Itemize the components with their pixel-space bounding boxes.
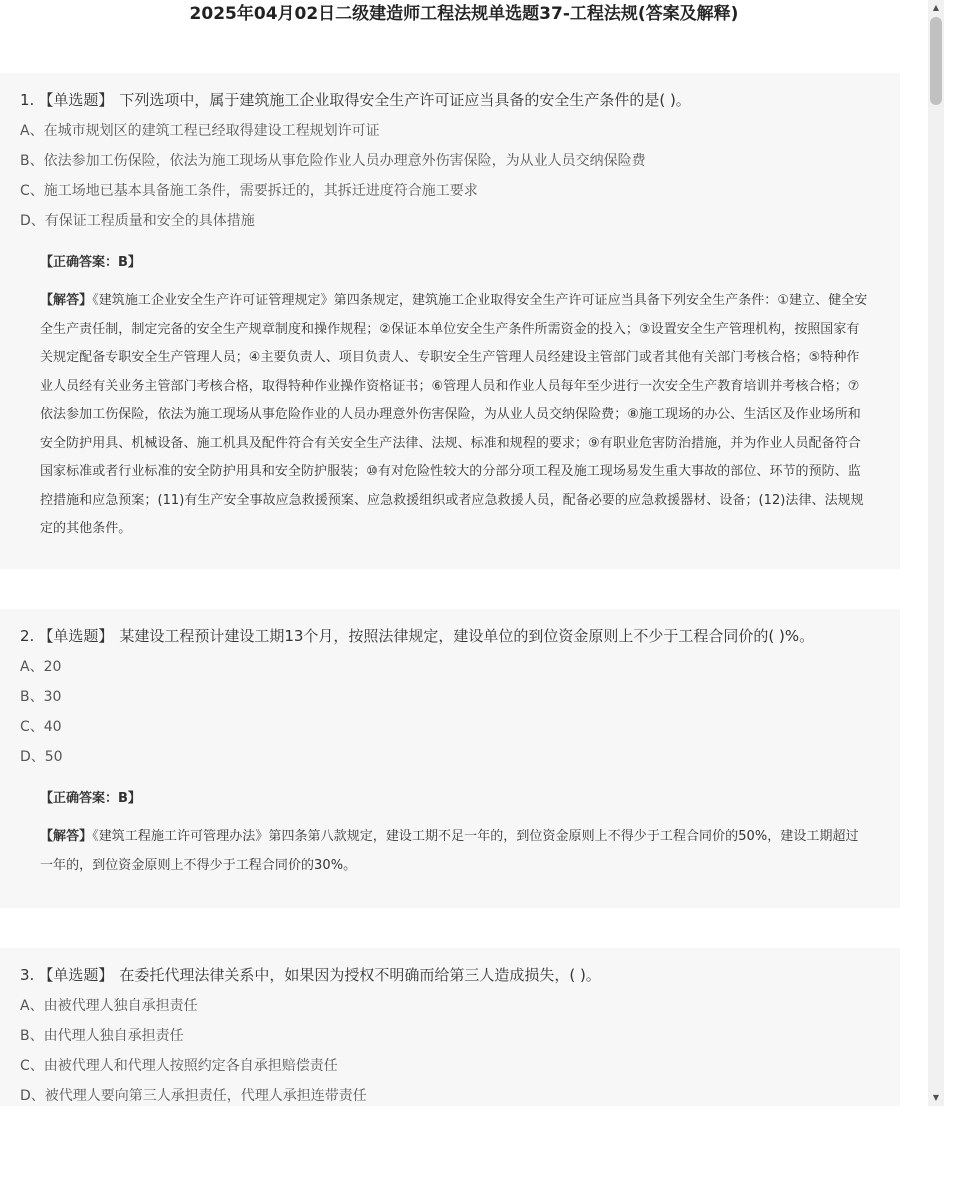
option-c[interactable]: C、施工场地已基本具备施工条件，需要拆迁的，其拆迁进度符合施工要求 xyxy=(20,183,478,199)
option-a[interactable]: A、20 xyxy=(20,659,62,675)
scroll-up-arrow-icon[interactable]: ▲ xyxy=(932,3,940,12)
option-c[interactable]: C、40 xyxy=(20,719,62,735)
explanation-label: 【解答】 xyxy=(40,293,93,308)
question-type: 【单选题】 xyxy=(38,91,114,109)
question-card-2 xyxy=(0,609,900,908)
correct-answer: 【正确答案：B】 xyxy=(40,791,141,806)
answer-block xyxy=(20,253,880,544)
answer-block xyxy=(20,789,880,880)
question-stem xyxy=(20,89,880,111)
question-stem xyxy=(20,964,880,986)
correct-answer: 【正确答案：B】 xyxy=(40,255,141,270)
option-d[interactable]: D、有保证工程质量和安全的具体措施 xyxy=(20,213,255,229)
scroll-down-arrow-icon[interactable]: ▼ xyxy=(932,1093,940,1102)
question-number: 2. xyxy=(20,627,35,645)
question-card-1 xyxy=(0,73,900,569)
question-stem xyxy=(20,625,880,647)
option-c[interactable]: C、由被代理人和代理人按照约定各自承担赔偿责任 xyxy=(20,1058,338,1074)
question-number: 1. xyxy=(20,91,35,109)
question-text: 在委托代理法律关系中，如果因为授权不明确而给第三人造成损失，( )。 xyxy=(119,966,601,984)
scroll-thumb[interactable] xyxy=(930,17,942,105)
option-d[interactable]: D、50 xyxy=(20,749,63,765)
question-card-3 xyxy=(0,948,900,1106)
explanation-text: 《建筑施工企业安全生产许可证管理规定》第四条规定，建筑施工企业取得安全生产许可证应当具备下列安全生产条件：①建立、健全安全生产责任制，制定完备的安全生产规章制度和操作规程；②保证本单位安全生产条件所需资金的投入；③设置安全生产管理机构，按照国家有关规定配备专职安全生产管理人员；④主要负责人、项目负责人、专职安全生产管理人员经建设主管部门或者其他有关部门考核合格；⑤特种作业人员经有关业务主管部门考核合格，取得特种作业操作资格证书；⑥管理人员和作业人员每年至少进行一次安全生产教育培训并考核合格；⑦依法参加工伤保险，依法为施工现场从事危险作业的人员办理意外伤害保险，为从业人员交纳保险费；⑧施工现场的办公、生活区及作业场所和安全防护用具、机械设备、施工机具及配件符合有关安全生产法律、法规、标准和规程的要求；⑨有职业危害防治措施，并为作业人员配备符合国家标准或者行业标准的安全防护用具和安全防护服装；⑩有对危险性较大的分部分项工程及施工现场易发生重大事故的部位、环节的预防、监控措施和应急预案；(11)有生产安全事故应急救援预案、应急救援组织或者应急救援人员，配备必要的应急救援器材、设备；(12)法律、法规规定的其他条件。 xyxy=(40,293,868,536)
question-number: 3. xyxy=(20,966,35,984)
option-b[interactable]: B、由代理人独自承担责任 xyxy=(20,1028,184,1044)
option-b[interactable]: B、依法参加工伤保险，依法为施工现场从事危险作业人员办理意外伤害保险，为从业人员交纳保险费 xyxy=(20,153,646,169)
question-type: 【单选题】 xyxy=(38,627,114,645)
explanation xyxy=(40,287,870,544)
explanation-text: 《建筑工程施工许可管理办法》第四条第八款规定，建设工期不足一年的，到位资金原则上不得少于工程合同价的50%，建设工期超过一年的，到位资金原则上不得少于工程合同价的30%。 xyxy=(40,829,859,873)
question-type: 【单选题】 xyxy=(38,966,114,984)
explanation-label: 【解答】 xyxy=(40,829,93,844)
option-d[interactable]: D、被代理人要向第三人承担责任，代理人承担连带责任 xyxy=(20,1088,367,1104)
question-text: 某建设工程预计建设工期13个月，按照法律规定，建设单位的到位资金原则上不少于工程合同价的( )%。 xyxy=(119,627,815,645)
page-title: 2025年04月02日二级建造师工程法规单选题37-工程法规(答案及解释) xyxy=(189,4,739,24)
option-a[interactable]: A、在城市规划区的建筑工程已经取得建设工程规划许可证 xyxy=(20,123,380,139)
question-text: 下列选项中，属于建筑施工企业取得安全生产许可证应当具备的安全生产条件的是( )。 xyxy=(119,91,691,109)
explanation xyxy=(40,823,870,880)
option-a[interactable]: A、由被代理人独自承担责任 xyxy=(20,998,198,1014)
vertical-scrollbar[interactable] xyxy=(928,0,944,1106)
option-b[interactable]: B、30 xyxy=(20,689,62,705)
